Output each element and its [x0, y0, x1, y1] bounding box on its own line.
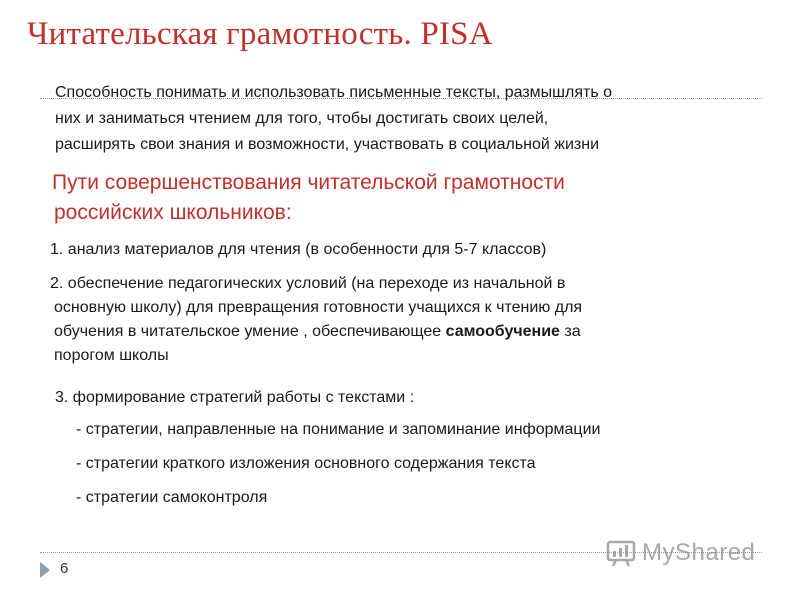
section-heading-line: Пути совершенствования читательской грамотности — [52, 171, 565, 194]
list-item-1: 1. анализ материалов для чтения (в особенности для 5-7 классов) — [50, 241, 547, 258]
list-item-line — [50, 320, 750, 344]
watermark — [606, 536, 755, 570]
intro-line: них и заниматься чтением для того, чтобы достигать своих целей, — [55, 110, 549, 127]
list-item-3: 3. формирование стратегий работы с текстами : — [55, 389, 415, 406]
intro-line: Способность понимать и использовать письменные тексты, размышлять о — [55, 84, 613, 101]
section-heading-line: российских школьников: — [54, 201, 292, 224]
page-number: 6 — [60, 560, 69, 577]
sub-item-2: - стратегии краткого изложения основного содержания текста — [76, 455, 536, 472]
list-item-line: основную школу) для превращения готовности учащихся к чтению для — [54, 299, 583, 316]
list-item-text: обучения в читательское умение , обеспечивающее — [54, 323, 446, 340]
intro-line: расширять свои знания и возможности, участвовать в социальной жизни — [55, 136, 600, 153]
myshared-logo-icon — [606, 538, 636, 568]
sub-item-3: - стратегии самоконтроля — [76, 489, 268, 506]
list-item-2 — [50, 272, 750, 368]
slide-title: Читательская грамотность. PISA — [27, 16, 493, 52]
list-item-line: порогом школы — [54, 347, 169, 364]
top-divider — [40, 98, 762, 99]
bold-term: самообучение — [445, 323, 560, 340]
sub-item-1: - стратегии, направленные на понимание и запоминание информации — [76, 421, 601, 438]
watermark-text: MyShared — [642, 539, 756, 566]
list-item-text: за — [559, 323, 581, 340]
intro-paragraph — [55, 80, 767, 158]
page-arrow-icon — [40, 562, 50, 578]
section-heading — [52, 168, 752, 228]
list-item-line: 2. обеспечение педагогических условий (на переходе из начальной в — [50, 275, 566, 292]
